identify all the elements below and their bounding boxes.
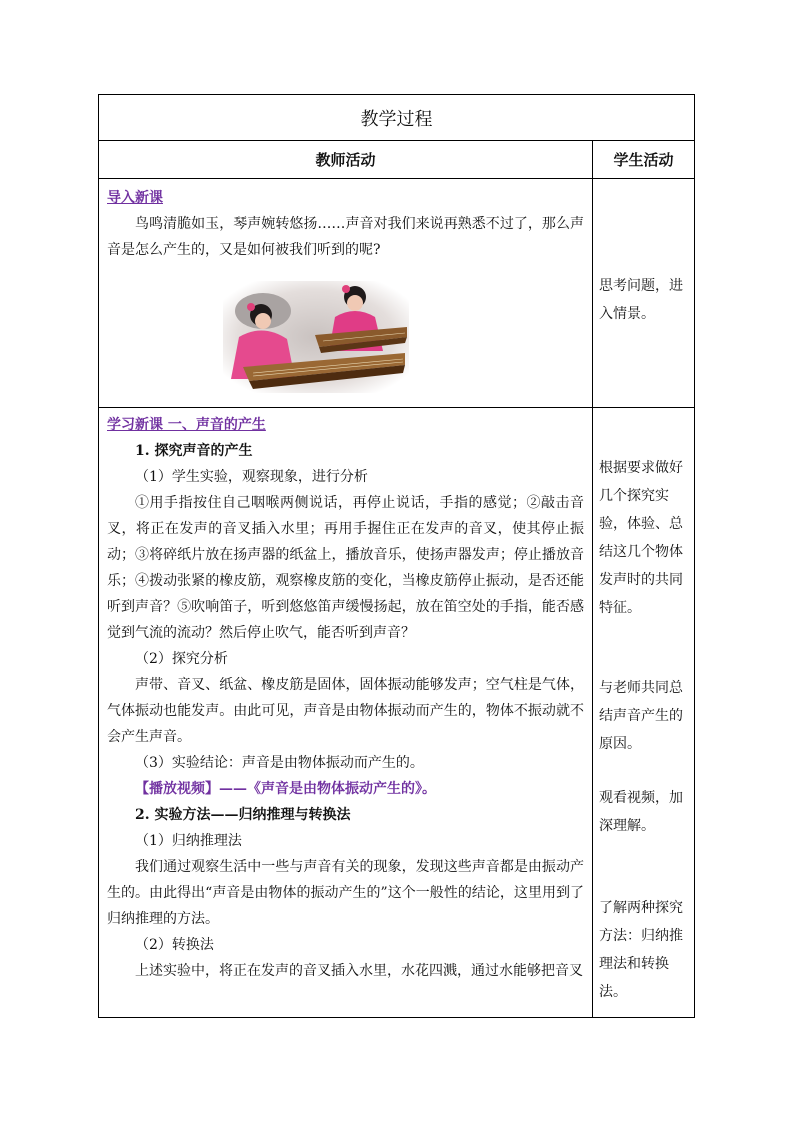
section2-title: 2. 实验方法——归纳推理与转换法	[135, 807, 351, 823]
lesson-teacher-cell	[99, 408, 593, 1017]
header-teacher-activity: 教师活动	[99, 141, 593, 179]
section1-2-text: 声带、音叉、纸盆、橡皮筋是固体，固体振动能够发声；空气柱是气体，气体振动也能发声。由此可见，声音是由物体振动而产生的，物体不振动就不会产生声音。	[107, 677, 584, 745]
student-activity-1: 根据要求做好几个探究实验，体验、总结这几个物体发声时的共同特征。	[599, 460, 683, 616]
teaching-process-table	[98, 94, 695, 1018]
section1-1-text: ①用手指按住自己咽喉两侧说话，再停止说话，手指的感觉；②敲击音叉，将正在发声的音叉插入水里；再用手握住正在发声的音叉，使其停止振动；③将碎纸片放在扬声器的纸盆上，播放音乐，使扬声器发声；停止播放音乐；④拨动张紧的橡皮筋，观察橡皮筋的变化，当橡皮筋停止振动，是否还能听到声音？⑤吹响笛子，听到悠悠笛声缓慢扬起，放在笛空处的手指，能否感觉到气流的流动？然后停止吹气，能否听到声音？	[107, 495, 584, 641]
guzheng-photo	[223, 281, 409, 393]
intro-text: 鸟鸣清脆如玉，琴声婉转悠扬……声音对我们来说再熟悉不过了，那么声音是怎么产生的，又是如何被我们听到的呢?	[107, 216, 584, 258]
video-link[interactable]: 【播放视频】——《声音是由物体振动产生的》。	[135, 781, 436, 797]
section1-1-title: （1）学生实验，观察现象，进行分析	[135, 469, 368, 485]
section2-2-text: 上述实验中，将正在发声的音叉插入水里，水花四溅，通过水能够把音叉	[135, 963, 583, 979]
section2-1-text: 我们通过观察生活中一些与声音有关的现象，发现这些声音都是由振动产生的。由此得出“声音是由物体的振动产生的”这个一般性的结论，这里用到了归纳推理的方法。	[107, 859, 584, 927]
lesson-heading: 学习新课 一、声音的产生	[107, 417, 266, 433]
student-activity-intro: 思考问题，进入情景。	[599, 278, 683, 322]
section1-3-conclusion: （3）实验结论：声音是由物体振动而产生的。	[135, 755, 424, 771]
header-student-activity: 学生活动	[593, 141, 694, 179]
student-activity-2: 与老师共同总结声音产生的原因。	[599, 680, 683, 752]
student-activity-4: 了解两种探究方法：归纳推理法和转换法。	[599, 900, 683, 1000]
section2-1-title: （1）归纳推理法	[135, 833, 242, 849]
student-activity-3: 观看视频，加深理解。	[599, 790, 683, 834]
intro-heading: 导入新课	[107, 190, 163, 206]
section1-2-title: （2）探究分析	[135, 651, 228, 667]
intro-teacher-cell	[99, 179, 593, 408]
table-title: 教学过程	[99, 95, 694, 141]
section2-2-title: （2）转换法	[135, 937, 214, 953]
section1-title: 1. 探究声音的产生	[135, 443, 253, 459]
intro-student-cell	[593, 179, 694, 408]
lesson-student-cell	[593, 408, 694, 1017]
